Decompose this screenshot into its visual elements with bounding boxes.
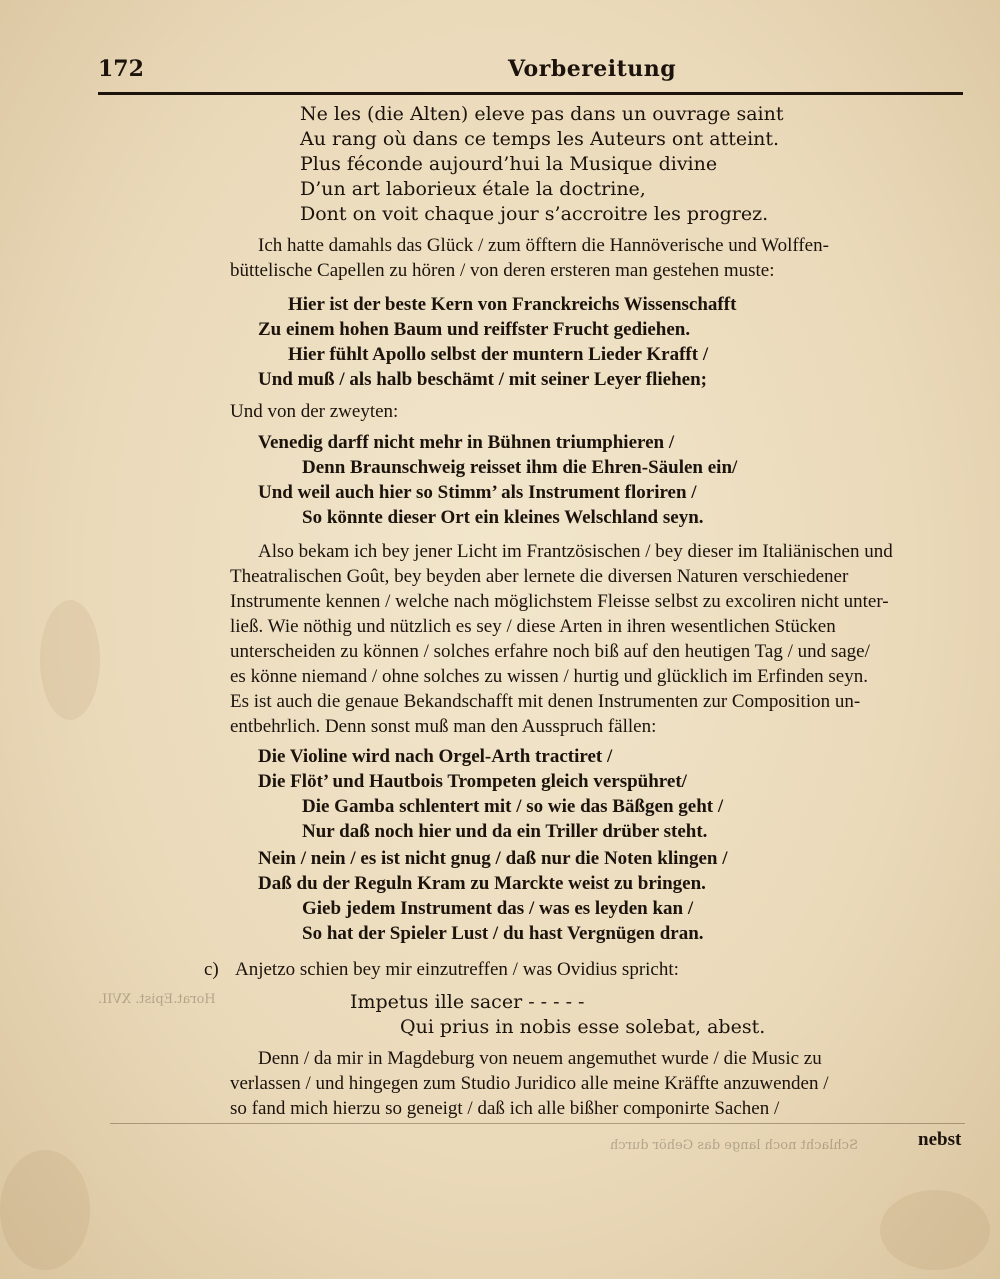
paragraph-line: Anjetzo schien bey mir einzutreffen / was Ovidius spricht: <box>235 959 679 980</box>
paragraph-line: büttelische Capellen zu hören / von deren ersteren man gestehen muste: <box>230 260 775 281</box>
paragraph-line: Also bekam ich bey jener Licht im Frantzösischen / bey dieser im Italiänischen und <box>258 541 893 562</box>
paragraph-line: Es ist auch die genaue Bekandschafft mit denen Instrumenten zur Composition un- <box>230 691 861 712</box>
french-verse-line: Plus féconde aujourd’hui la Musique divine <box>300 153 718 175</box>
verse-line: Daß du der Reguln Kram zu Marckte weist zu bringen. <box>258 873 706 894</box>
paragraph-line: verlassen / und hingegen zum Studio Juridico alle meine Kräffte anzuwenden / <box>230 1073 829 1094</box>
verse-line: So hat der Spieler Lust / du hast Vergnügen dran. <box>302 923 704 944</box>
verse-line: Zu einem hohen Baum und reiffster Frucht gediehen. <box>258 319 691 340</box>
paragraph-line: Denn / da mir in Magdeburg von neuem angemuthet wurde / die Music zu <box>258 1048 822 1069</box>
verse-line: Die Violine wird nach Orgel-Arth tractiret / <box>258 746 613 767</box>
french-verse-line: Au rang où dans ce temps les Auteurs ont atteint. <box>300 128 780 150</box>
verse-line: Denn Braunschweig reisset ihm die Ehren-Säulen ein/ <box>302 457 738 478</box>
header-rule <box>98 92 963 95</box>
verse-line: Gieb jedem Instrument das / was es leyden kan / <box>302 898 694 919</box>
paper-stain <box>40 600 100 720</box>
verse-line: So könnte dieser Ort ein kleines Welschland seyn. <box>302 507 704 528</box>
verse-line: Hier ist der beste Kern von Franckreichs Wissenschafft <box>288 294 737 315</box>
page-header <box>98 56 968 86</box>
verse-line: Und muß / als halb beschämt / mit seiner Leyer fliehen; <box>258 369 707 390</box>
paragraph-line: so fand mich hierzu so geneigt / daß ich alle bißher componirte Sachen / <box>230 1098 780 1119</box>
page-number: 172 <box>98 56 144 82</box>
verse-line: Und weil auch hier so Stimm’ als Instrument floriren / <box>258 482 697 503</box>
verse-line: Nur daß noch hier und da ein Triller drüber steht. <box>302 821 708 842</box>
verse-line: Nein / nein / es ist nicht gnug / daß nur die Noten klingen / <box>258 848 728 869</box>
paragraph-line: es könne niemand / ohne solches zu wissen / hurtig und glücklich im Erfinden seyn. <box>230 666 868 687</box>
paper-stain <box>880 1190 990 1270</box>
verse-line: Hier fühlt Apollo selbst der muntern Lieder Krafft / <box>288 344 709 365</box>
french-verse-line: D’un art laborieux étale la doctrine, <box>300 178 646 200</box>
verse-line: Die Flöt’ und Hautbois Trompeten gleich verspühret/ <box>258 771 687 792</box>
verse-line: Die Gamba schlentert mit / so wie das Bäßgen geht / <box>302 796 724 817</box>
paragraph-line: unterscheiden zu können / solches erfahre noch biß auf den heutigen Tag / und sage/ <box>230 641 870 662</box>
paragraph-line: Und von der zweyten: <box>230 401 399 422</box>
paragraph-line: Instrumente kennen / welche nach möglichstem Fleisse selbst zu excoliren nicht unter- <box>230 591 889 612</box>
running-head: Vorbereitung <box>508 56 677 82</box>
paragraph-line: entbehrlich. Denn sonst muß man den Ausspruch fällen: <box>230 716 657 737</box>
french-verse-line: Dont on voit chaque jour s’accroitre les progrez. <box>300 203 769 225</box>
bottom-rule <box>110 1123 965 1124</box>
verse-line: Venedig darff nicht mehr in Bühnen triumphieren / <box>258 432 675 453</box>
footnote-marker: c) <box>204 959 219 980</box>
bleed-through-line: Schlacht noch lange das Gehör durch <box>610 1138 858 1153</box>
latin-verse-line: Impetus ille sacer - - - - - <box>350 991 585 1013</box>
catchword: nebst <box>918 1129 962 1150</box>
latin-verse-line: Qui prius in nobis esse solebat, abest. <box>400 1016 766 1038</box>
bleed-through-margin-note: Horat.Epist. XVII. <box>98 992 216 1007</box>
paragraph-line: Ich hatte damahls das Glück / zum öfftern die Hannöverische und Wolffen- <box>258 235 829 256</box>
paper-stain <box>0 1150 90 1270</box>
paragraph-line: Theatralischen Goût, bey beyden aber lernete die diversen Naturen verschiedener <box>230 566 849 587</box>
paragraph-line: ließ. Wie nöthig und nützlich es sey / diese Arten in ihren wesentlichen Stücken <box>230 616 836 637</box>
french-verse-line: Ne les (die Alten) eleve pas dans un ouvrage saint <box>300 103 784 125</box>
